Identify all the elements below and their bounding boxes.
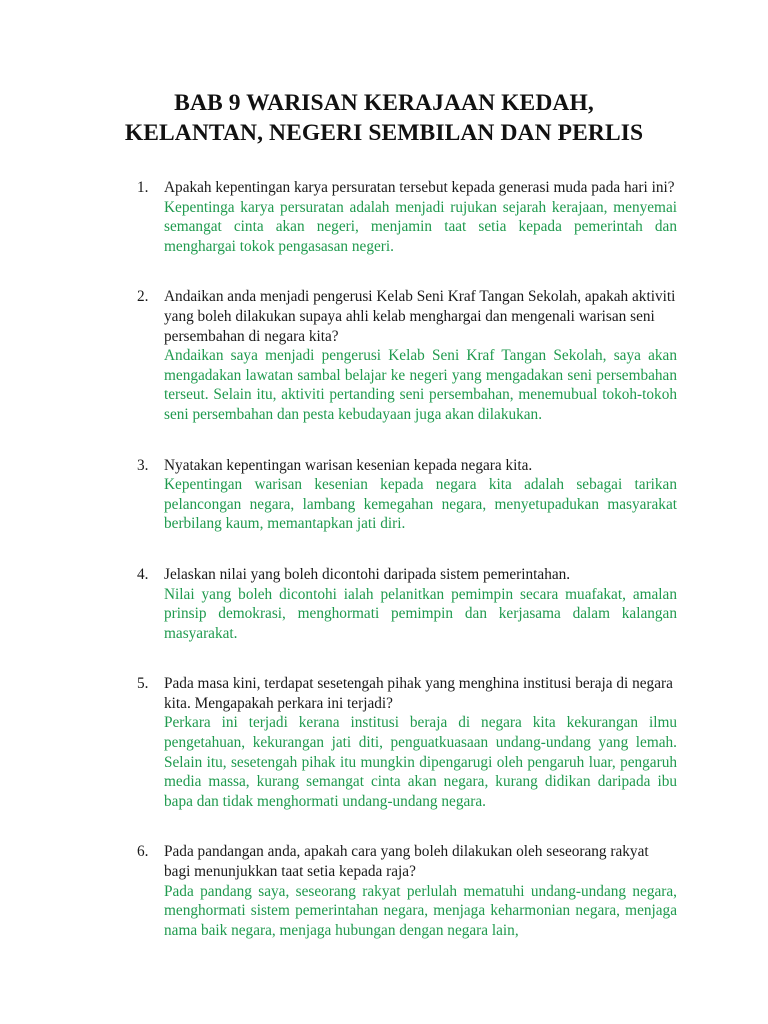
answer-text: Pada pandang saya, seseorang rakyat perlulah mematuhi undang-undang negara, menghormati sistem pemerintahan negara, menjaga keharmonian negara, menjaga nama baik negara, menjaga hubungan dengan negara lain, [164, 882, 677, 939]
title-line-2: KELANTAN, NEGERI SEMBILAN DAN PERLIS [124, 120, 644, 146]
question-item-3 [137, 456, 677, 534]
question-number: 2. [137, 288, 149, 306]
answer-text: Perkara ini terjadi kerana institusi beraja di negara kita kekurangan ilmu pengetahuan, kekurangan jati diti, penguatkuasaan undang-undang yang lemah. Selain itu, sesetengah pihak itu mungkin dipengarugi oleh pengaruh luar, pengaruh media massa, kurang semangat cinta akan negara, kurang didikan daripada ibu bapa dan tidak menghormati undang-undang negara. [164, 714, 677, 810]
answer-text: Nilai yang boleh dicontohi ialah pelanitkan pemimpin secara muafakat, amalan prinsip demokrasi, menghormati pemimpin dan kerjasama dalam kalangan masyarakat. [164, 585, 677, 642]
question-text: Pada masa kini, terdapat sesetengah pihak yang menghina institusi beraja di negara kita. Mengapakah perkara ini terjadi? [164, 675, 673, 712]
question-text: Andaikan anda menjadi pengerusi Kelab Seni Kraf Tangan Sekolah, apakah aktiviti yang boleh dilakukan supaya ahli kelab menghargai dan mengenali warisan seni persembahan di negara kita? [164, 288, 676, 345]
answer-text: Kepentinga karya persuratan adalah menjadi rujukan sejarah kerajaan, menyemai semangat cinta akan negeri, menjamin taat setia kepada pemerintah dan menghargai tokok pengasasan negeri. [164, 198, 677, 255]
question-number: 5. [137, 675, 149, 693]
question-list [137, 178, 677, 971]
question-number: 1. [137, 179, 149, 196]
question-text: Nyatakan kepentingan warisan kesenian kepada negara kita. [164, 456, 533, 474]
page-title [0, 88, 768, 148]
question-text: Pada pandangan anda, apakah cara yang boleh dilakukan oleh seseorang rakyat bagi menunjukkan taat setia kepada raja? [164, 843, 649, 881]
title-line-1: BAB 9 WARISAN KERAJAAN KEDAH, [174, 90, 594, 116]
question-item-5 [137, 674, 677, 811]
question-text: Apakah kepentingan karya persuratan tersebut kepada generasi muda pada hari ini? [164, 179, 675, 196]
answer-text: Kepentingan warisan kesenian kepada negara kita adalah sebagai tarikan pelancongan negara, lambang kemegahan negara, menyetupadukan masyarakat berbilang kaum, memantapkan jati diri. [164, 476, 677, 533]
question-number: 4. [137, 565, 149, 583]
question-item-6 [137, 842, 677, 940]
question-number: 6. [137, 843, 149, 861]
question-item-1 [137, 178, 677, 256]
question-item-2 [137, 287, 677, 424]
question-number: 3. [137, 456, 149, 474]
answer-text: Andaikan saya menjadi pengerusi Kelab Seni Kraf Tangan Sekolah, saya akan mengadakan lawatan sambal belajar ke negeri yang mengadakan seni persembahan terseut. Selain itu, aktiviti pertanding seni persembahan, menemubual tokoh-tokoh seni persembahan dan pesta kebudayaan juga akan dilakukan. [164, 347, 677, 423]
question-text: Jelaskan nilai yang boleh dicontohi daripada sistem pemerintahan. [164, 565, 571, 583]
question-item-4 [137, 565, 677, 643]
